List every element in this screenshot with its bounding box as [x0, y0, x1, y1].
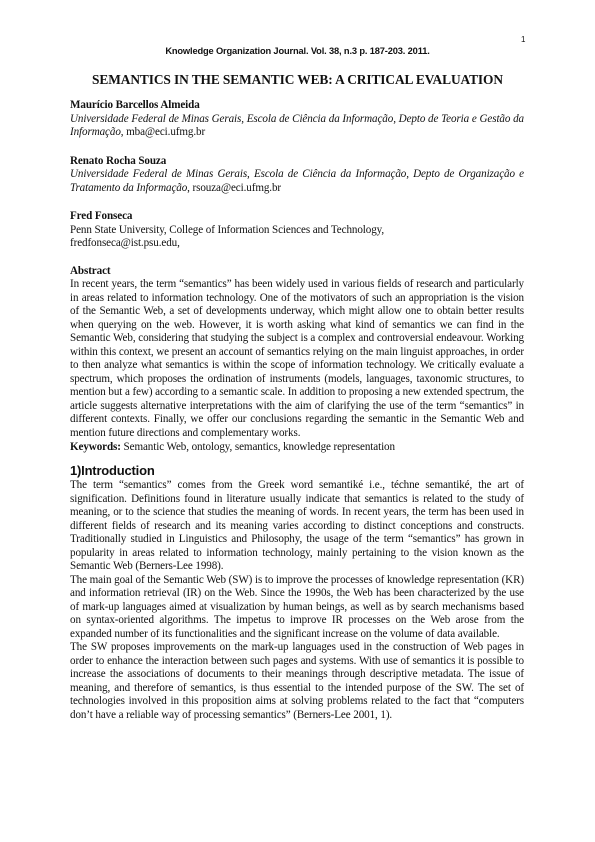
keywords-label: Keywords:: [70, 441, 121, 453]
paper-body: [70, 99, 524, 722]
keywords-text: Semantic Web, ontology, semantics, knowledge representation: [120, 441, 395, 453]
author-name: Fred Fonseca: [70, 210, 133, 222]
affiliation-text: Universidade Federal de Minas Gerais, Escola de Ciência da Informação, Depto de Organização e Tratamento da Informação: [70, 168, 524, 194]
author-email: fredfonseca@ist.psu.edu,: [70, 237, 180, 249]
body-paragraph: The SW proposes improvements on the mark-up languages used in the construction of Web pages in order to enhance the interaction between such pages and systems. With use of semantics it is possible to increase the associations of documents to their meanings through descriptive metadata. The issue of meaning, and therefore of semantics, is thus essential to the intended purpose of the SW. The set of technologies involved in this proposition aims at solving problems related to the fact that “computers don’t have a reliable way of processing semantics” (Berners-Lee 2001, 1).: [70, 641, 524, 721]
affiliation-text: Universidade Federal de Minas Gerais, Escola de Ciência da Informação, Depto de Teoria e Gestão da Informação: [70, 112, 524, 138]
author-block: [70, 99, 524, 140]
author-email: , mba@eci.ufmg.br: [120, 126, 206, 138]
paper-title: SEMANTICS IN THE SEMANTIC WEB: A CRITICAL EVALUATION: [92, 72, 503, 87]
keywords: [70, 441, 524, 455]
running-header: Knowledge Organization Journal. Vol. 38, n.3 p. 187-203. 2011.: [165, 46, 430, 56]
author-affiliation: [70, 168, 524, 195]
page-number: 1: [521, 35, 526, 44]
author-block: [70, 210, 524, 251]
author-block: [70, 155, 524, 196]
body-paragraph: The main goal of the Semantic Web (SW) is to improve the processes of knowledge representation (KR) and information retrieval (IR) on the Web. Since the 1990s, the Web has been characterized by the use of mark-up languages aimed at visualization by human beings, as well as by search mechanisms based on syntax-oriented algorithms. The impetus to improve IR processes on the Web arose from the expanded number of its functionalities and the significant increase on the volume of data available.: [70, 573, 524, 640]
author-email: , rsouza@eci.ufmg.br: [187, 181, 282, 194]
author-affiliation: [70, 113, 524, 140]
body-paragraph: The term “semantics” comes from the Greek word semantiké i.e., téchne semantiké, the art of signification. Definitions found in literature usually indicate that semantics is related to the study of meaning, or to the science that studies the meaning of words. In recent years, the term has been used in different fields of research and its meaning varies according to distinct conceptions and constructs. Traditionally studied in Linguistics and Philosophy, the usage of the term “semantics” has grown in popularity in areas related to information technology, mainly pertaining to the vision known as the Semantic Web (Berners-Lee 1998).: [70, 479, 524, 572]
author-name: Maurício Barcellos Almeida: [70, 99, 200, 111]
author-name: Renato Rocha Souza: [70, 154, 167, 167]
author-affiliation: Penn State University, College of Information Sciences and Technology,: [70, 223, 385, 236]
abstract-heading: Abstract: [70, 264, 111, 277]
section-heading-introduction: 1)Introduction: [70, 462, 155, 478]
abstract-text: In recent years, the term “semantics” has been widely used in various fields of research and particularly in areas related to information technology. One of the motivators of such an appropriation is the vision of the Semantic Web, a set of developments underway, which might allow one to obtain better results when querying on the web. However, it is worth asking what kind of semantics we can find in the Semantic Web, considering that studying the subject is a complex and controversial endeavour. Working within this context, we present an account of semantics relying on the main linguist approaches, in order to then analyze what semantics is within the scope of information technology. We critically evaluate a spectrum, which proposes the ordination of instruments (models, languages, taxonomic structures, to mention but a few) according to a semantic scale. In addition to proposing a new extended spectrum, the article suggests alternative interpretations with the aim of clarifying the use of the term “semantics” in different contexts. Finally, we offer our conclusions regarding the semantic in the Semantic Web and mention future directions and complementary works.: [70, 278, 524, 439]
